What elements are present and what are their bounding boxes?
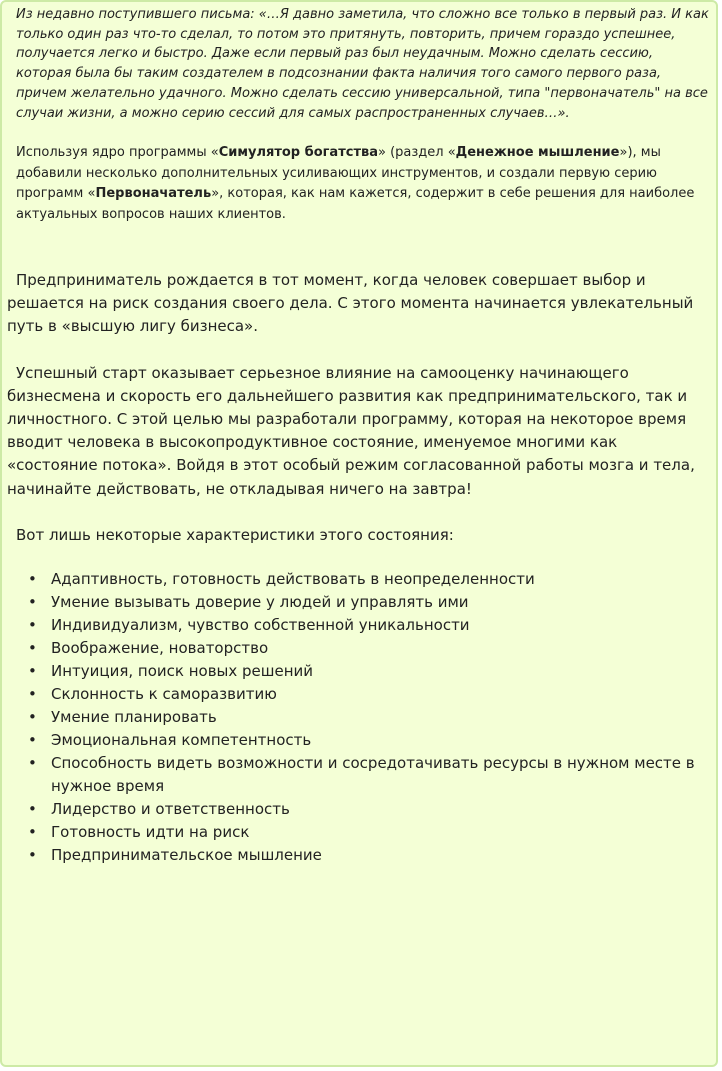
list-item-text: Интуиция, поиск новых решений xyxy=(51,662,314,680)
tools-paragraph xyxy=(7,143,719,225)
list-item xyxy=(26,706,716,729)
list-item xyxy=(26,637,716,660)
section-name-money-thinking: Денежное мышление xyxy=(455,145,620,160)
bullet-icon: • xyxy=(28,570,37,588)
intro-quote: Я давно заметила, что сложно все только в первый раз. И как только один раз что-то сделал, то потом это притянуть, повторить, причем гораздо успешнее, получается легко и быстро. Даже если первый раз был неудачным. Можно сделать сессию, которая была бы таким создателем в подсознании факта наличия того самого первого раза, причем желательно удачного. Можно сделать сессию универсальной, типа "первоначатель" на все случаи жизни, а можно серию сессий для самых распространенных случаев…». xyxy=(16,7,709,121)
list-item-text: Эмоциональная компетентность xyxy=(51,731,312,749)
list-item xyxy=(26,821,716,844)
bullet-icon: • xyxy=(28,616,37,634)
list-item xyxy=(26,568,716,591)
bullet-icon: • xyxy=(28,823,37,841)
series-name-pervonachatel: Первоначатель xyxy=(95,186,212,201)
list-item xyxy=(26,729,716,752)
list-item-text: Готовность идти на риск xyxy=(51,823,250,841)
list-item-text: Адаптивность, готовность действовать в неопределенности xyxy=(51,570,535,588)
list-item xyxy=(26,591,716,614)
tools-text-part: » (раздел « xyxy=(377,145,456,160)
list-item-text: Склонность к саморазвитию xyxy=(51,685,277,703)
main-text xyxy=(7,269,712,547)
bullet-icon: • xyxy=(28,846,37,864)
list-item-text: Предпринимательское мышление xyxy=(51,846,322,864)
list-item xyxy=(26,614,716,637)
list-item-text: Умение планировать xyxy=(51,708,217,726)
list-item-text: Индивидуализм, чувство собственной уникальности xyxy=(51,616,470,634)
list-item-text: Лидерство и ответственность xyxy=(51,800,290,818)
list-item-text: Воображение, новаторство xyxy=(51,639,269,657)
bullet-icon: • xyxy=(28,800,37,818)
tools-text xyxy=(7,143,719,225)
tools-text-part: », которая, как нам кажется, содержит в себе решения для наиболее актуальных вопросов наших клиентов. xyxy=(16,186,695,222)
list-item-text: Способность видеть возможности и сосредотачивать ресурсы в нужном месте в нужное время xyxy=(51,754,695,795)
list-item-text: Умение вызывать доверие у людей и управлять ими xyxy=(51,593,469,611)
list-item xyxy=(26,752,716,798)
tools-text-part: Используя ядро программы « xyxy=(16,145,219,160)
list-item xyxy=(26,660,716,683)
bullet-icon: • xyxy=(28,754,37,772)
list-item xyxy=(26,798,716,821)
paragraph-entrepreneur: Предприниматель рождается в тот момент, когда человек совершает выбор и решается на риск создания своего дела. С этого момента начинается увлекательный путь в «высшую лигу бизнеса». xyxy=(7,271,694,336)
list-item xyxy=(26,844,716,867)
paragraph-successful-start: Успешный старт оказывает серьезное влияние на самооценку начинающего бизнесмена и скорость его дальнейшего развития как предпринимательского, так и личностного. С этой целью мы разработали программу, которая на некоторое время вводит человека в высокопродуктивное состояние, именуемое многими как «состояние потока». Войдя в этот особый режим согласованной работы мозга и тела, начинайте действовать, не откладывая ничего на завтра! xyxy=(7,363,695,498)
bullet-icon: • xyxy=(28,662,37,680)
bullet-icon: • xyxy=(28,708,37,726)
characteristics-list xyxy=(26,568,716,867)
bullet-icon: • xyxy=(28,639,37,657)
paragraph-characteristics-intro: Вот лишь некоторые характеристики этого состояния: xyxy=(16,525,454,544)
bullet-icon: • xyxy=(28,593,37,611)
bullet-icon: • xyxy=(28,685,37,703)
list-item xyxy=(26,683,716,706)
program-name-simulator: Симулятор богатства xyxy=(218,145,378,160)
bullet-icon: • xyxy=(28,731,37,749)
intro-lead: Из недавно поступившего письма: «… xyxy=(16,7,280,22)
intro-letter-quote xyxy=(7,5,712,123)
tools-text-part: »), мы добавили несколько дополнительных усиливающих инструментов, и создали первую серию программ « xyxy=(16,145,661,201)
intro-paragraph xyxy=(7,5,712,123)
